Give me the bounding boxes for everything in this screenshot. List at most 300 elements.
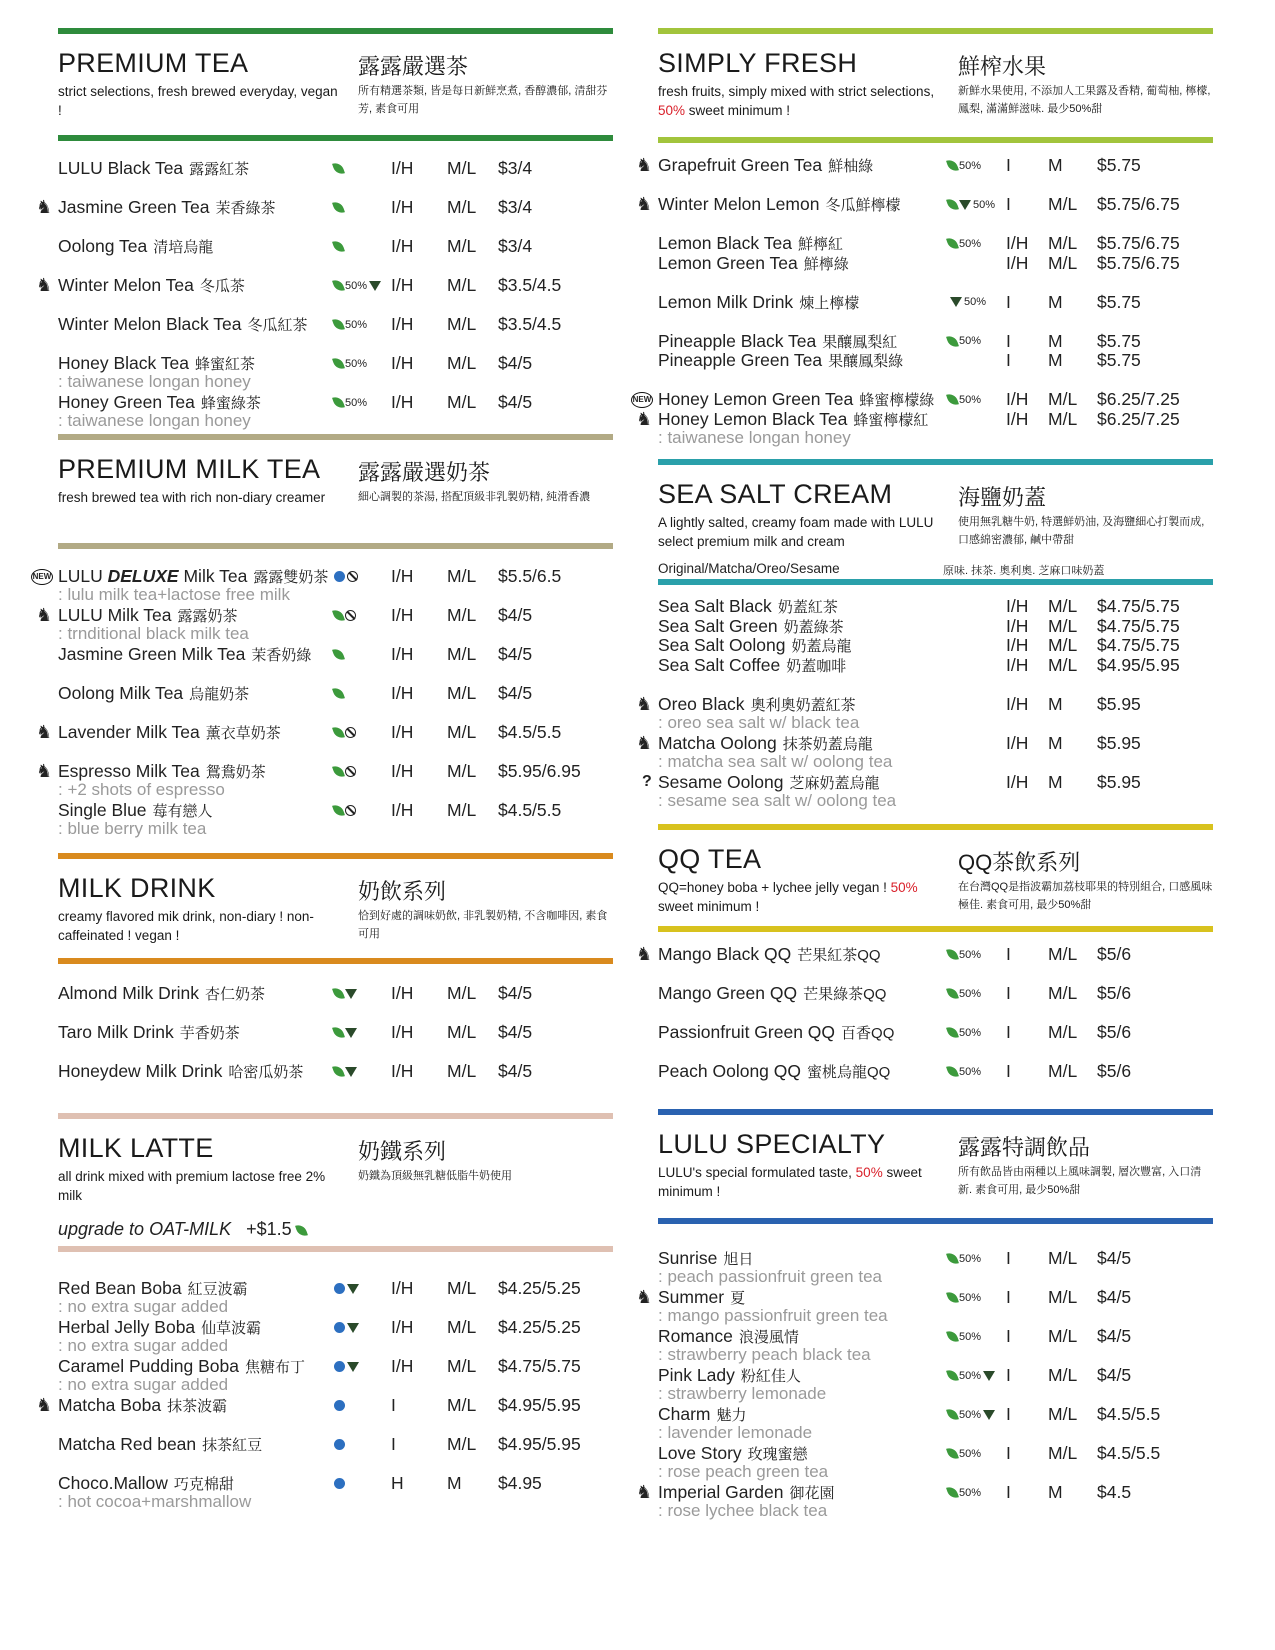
menu-item[interactable] (58, 683, 613, 705)
item-icons (948, 236, 981, 250)
item-size: M (1048, 291, 1063, 312)
section-top-bar (58, 434, 613, 440)
flavor-options: Original/Matcha/Oreo/Sesame (658, 561, 840, 576)
item-name: Lemon Milk Drink 煉上檸檬 (658, 291, 860, 312)
section-bottom-bar (58, 1246, 613, 1252)
popular-figure-icon: ♞ (36, 605, 53, 625)
item-temp: I (1006, 1326, 1011, 1346)
item-icons (948, 334, 981, 348)
item-name: Pineapple Green Tea 果釀鳳梨綠 (658, 350, 904, 370)
item-price: $5.75 (1097, 291, 1141, 312)
section-title: SEA SALT CREAM (658, 479, 893, 509)
leaf-icon (332, 161, 345, 176)
section-description-zh: 所有精選茶類, 皆是每日新鮮烹煮, 香醇濃郁, 清甜芬芳, 素食可用 (358, 85, 608, 115)
item-icons (334, 647, 343, 661)
item-icons (948, 1251, 981, 1265)
item-icons (334, 395, 367, 409)
section-description: fresh brewed tea with rich non-diary creamer (58, 490, 326, 505)
item-temp: I/H (1006, 389, 1029, 409)
leaf-icon (946, 986, 959, 1001)
section-title: LULU SPECIALTY (658, 1129, 886, 1159)
menu-item[interactable] (36, 722, 613, 744)
menu-item[interactable] (636, 944, 1213, 966)
item-size: M/L (447, 1434, 477, 1454)
item-temp: I (1006, 1404, 1011, 1424)
item-price: $4.95 (498, 1473, 542, 1493)
item-price: $4.25/5.25 (498, 1317, 581, 1337)
item-price: $5.95 (1097, 732, 1141, 753)
sweet-percent: 50% (973, 198, 996, 211)
item-size: M/L (447, 314, 477, 334)
sweet-percent: 50% (345, 279, 368, 292)
leaf-icon (295, 1223, 308, 1238)
menu-item[interactable] (36, 275, 613, 297)
section-title: PREMIUM TEA (58, 48, 249, 78)
item-price: $4.95/5.95 (1097, 654, 1180, 675)
sweet-percent: 50% (964, 296, 987, 309)
section-bottom-bar (658, 137, 1213, 143)
item-temp: I/H (391, 392, 414, 412)
triangle-icon (347, 1323, 359, 1333)
item-temp: I (391, 1434, 396, 1454)
item-name: Peach Oolong QQ 蜜桃烏龍QQ (658, 1061, 891, 1081)
menu-item[interactable] (36, 197, 613, 219)
item-temp: I/H (391, 275, 414, 295)
menu-item[interactable] (58, 1022, 613, 1044)
sweet-percent: 50% (959, 1330, 982, 1343)
item-name: Jasmine Green Tea 茉香綠茶 (58, 197, 276, 217)
leaf-icon (332, 803, 345, 818)
leaf-icon (332, 608, 345, 623)
item-price: $4/5 (498, 1061, 533, 1081)
item-name: Espresso Milk Tea 鴛鴦奶茶 (58, 761, 266, 781)
item-note: : taiwanese longan honey (58, 372, 251, 391)
item-temp: I/H (391, 353, 414, 373)
item-temp: I/H (1006, 693, 1029, 714)
section-bottom-bar (58, 543, 613, 549)
section-top-bar (58, 853, 613, 859)
leaf-icon (946, 1368, 959, 1383)
item-size: M/L (447, 683, 477, 703)
item-icons (334, 986, 357, 1000)
triangle-icon (345, 1028, 357, 1038)
sweet-percent: 50% (345, 357, 368, 370)
item-temp: I/H (1006, 408, 1029, 429)
item-icons (334, 725, 356, 739)
triangle-icon (950, 297, 962, 307)
triangle-icon (345, 1067, 357, 1077)
item-price: $5/6 (1097, 944, 1132, 964)
section-title: MILK LATTE (58, 1133, 214, 1163)
menu-item[interactable] (658, 292, 1213, 314)
item-icons (948, 1485, 981, 1499)
item-size: M (1048, 771, 1063, 792)
item-price: $5.75 (1097, 155, 1141, 175)
item-name: Honey Lemon Green Tea 蜂蜜檸檬綠 (658, 389, 935, 409)
popular-figure-icon: ♞ (636, 408, 653, 429)
item-temp: I/H (1006, 615, 1029, 636)
sweet-percent: 50% (959, 393, 982, 406)
popular-figure-icon: ♞ (636, 1482, 653, 1502)
menu-item[interactable] (58, 314, 613, 336)
item-size: M/L (1048, 983, 1078, 1003)
item-size: M/L (1048, 389, 1078, 409)
item-name: Caramel Pudding Boba 焦糖布丁 (58, 1356, 305, 1376)
item-size: M/L (447, 1356, 477, 1376)
triangle-icon (369, 281, 381, 291)
sweet-percent: 50% (959, 1065, 982, 1078)
popular-figure-icon: ♞ (636, 1287, 653, 1307)
section-title-zh: 露露嚴選奶茶 (358, 460, 491, 485)
section-top-bar (58, 28, 613, 34)
item-price: $5/6 (1097, 983, 1132, 1003)
item-note: : rose peach green tea (658, 1462, 829, 1481)
menu-item[interactable] (58, 158, 613, 180)
item-temp: I (1006, 1248, 1011, 1268)
item-icons (948, 295, 986, 309)
item-size: M/L (447, 644, 477, 664)
popular-figure-icon: ♞ (636, 155, 653, 175)
item-name: Sea Salt Oolong 奶蓋烏龍 (658, 635, 852, 655)
item-price: $4/5 (498, 983, 533, 1003)
item-icons (334, 1281, 359, 1295)
item-size: M/L (1048, 194, 1078, 214)
menu-item[interactable] (658, 1061, 1213, 1083)
item-size: M/L (447, 1395, 477, 1415)
item-name: Oolong Tea 清培烏龍 (58, 236, 214, 256)
item-name: Passionfruit Green QQ 百香QQ (658, 1022, 895, 1042)
leaf-icon (332, 356, 345, 371)
item-temp: I/H (391, 722, 414, 742)
menu-item[interactable] (36, 1395, 613, 1417)
flavor-options-zh: 原味. 抹茶. 奧利奧. 芝麻口味奶蓋 (943, 565, 1105, 577)
item-size: M/L (447, 236, 477, 256)
menu-item[interactable] (636, 194, 1213, 216)
item-price: $5.75/6.75 (1097, 233, 1180, 253)
leaf-icon (946, 197, 959, 212)
item-temp: I (1006, 1482, 1011, 1502)
item-note: : sesame sea salt w/ oolong tea (658, 790, 897, 810)
item-icons (948, 947, 981, 961)
item-note: : rose lychee black tea (658, 1501, 828, 1520)
section-description: LULU's special formulated taste, 50% sweet minimum ! (658, 1165, 922, 1199)
item-name: Lemon Green Tea 鮮檸綠 (658, 252, 849, 273)
leaf-icon (946, 1251, 959, 1266)
item-price: $4/5 (498, 644, 533, 664)
leaf-icon (332, 986, 345, 1001)
item-note: : strawberry peach black tea (658, 1345, 871, 1364)
leaf-icon (946, 1446, 959, 1461)
sweet-percent: 50% (959, 335, 982, 348)
item-name: Winter Melon Black Tea 冬瓜紅茶 (58, 314, 308, 334)
item-icons (948, 158, 981, 172)
item-size: M/L (1048, 1022, 1078, 1042)
item-note: : lulu milk tea+lactose free milk (58, 585, 290, 604)
item-name: Honey Green Tea 蜂蜜綠茶 (58, 392, 261, 412)
section-title-zh: 奶鐵系列 (358, 1139, 447, 1164)
item-temp: I/H (391, 1317, 414, 1337)
section-description-zh: 恰到好處的調味奶飲, 非乳製奶精, 不含咖啡因, 素食可用 (358, 910, 608, 940)
item-price: $5.95 (1097, 771, 1141, 792)
item-icons (948, 1329, 981, 1343)
item-name: Honeydew Milk Drink 哈密瓜奶茶 (58, 1061, 304, 1081)
item-note: : +2 shots of espresso (58, 780, 225, 799)
item-note: : no extra sugar added (58, 1297, 229, 1316)
section-bottom-bar (658, 926, 1213, 932)
sweet-percent: 50% (959, 1408, 982, 1421)
item-size: M/L (1048, 1443, 1078, 1463)
leaf-icon (946, 236, 959, 251)
leaf-icon (332, 317, 345, 332)
item-price: $4/5 (1097, 1365, 1132, 1385)
item-temp: I (1006, 291, 1011, 312)
item-name: Mango Black QQ 芒果紅茶QQ (658, 944, 881, 964)
item-temp: I/H (391, 983, 414, 1003)
item-note: : no extra sugar added (58, 1375, 229, 1394)
section-top-bar (658, 459, 1213, 465)
item-icons (334, 1437, 345, 1451)
item-note: : blue berry milk tea (58, 819, 207, 838)
menu-item[interactable] (658, 983, 1213, 1005)
item-name: Pink Lady 粉紅佳人 (658, 1365, 801, 1385)
item-temp: I/H (391, 1022, 414, 1042)
item-size: M/L (447, 800, 477, 820)
section-description-zh: 在台灣QQ是指波霸加荔枝耶果的特別組合, 口感風味極佳. 素食可用, 最少50%甜 (958, 881, 1213, 911)
dot-icon (334, 1361, 345, 1372)
item-note: : hot cocoa+marshmallow (58, 1492, 252, 1511)
item-price: $4.5 (1097, 1482, 1132, 1502)
section-premium_tea (36, 28, 613, 430)
section-description-zh: 新鮮水果使用, 不添加人工果露及香精, 葡萄柚, 檸檬, 鳳梨, 滿滿鮮滋味. 最少50%甜 (958, 85, 1211, 115)
menu-item[interactable] (58, 1434, 613, 1456)
item-size: M/L (447, 605, 477, 625)
triangle-icon (345, 989, 357, 999)
item-temp: I/H (1006, 596, 1029, 616)
item-temp: I/H (391, 236, 414, 256)
item-name: Choco.Mallow 巧克棉甜 (58, 1473, 234, 1493)
item-icons (334, 278, 381, 292)
leaf-icon (946, 1290, 959, 1305)
item-price: $5.5/6.5 (498, 566, 562, 586)
item-temp: I/H (391, 566, 414, 586)
leaf-icon (332, 1064, 345, 1079)
item-temp: I/H (391, 1278, 414, 1298)
item-icons (948, 1368, 995, 1382)
section-title-zh: 奶飲系列 (358, 879, 447, 904)
item-size: M (447, 1473, 462, 1493)
section-title: MILK DRINK (58, 873, 216, 903)
item-size: M/L (1048, 944, 1078, 964)
item-name: Summer 夏 (658, 1287, 746, 1307)
menu-item[interactable] (658, 655, 1213, 677)
item-temp: I (1006, 1287, 1011, 1307)
popular-figure-icon: ♞ (636, 944, 653, 964)
item-icons (334, 317, 367, 331)
item-temp: I (391, 1395, 396, 1415)
item-temp: I/H (391, 683, 414, 703)
section-top-bar (658, 824, 1213, 830)
item-name: Grapefruit Green Tea 鮮柚綠 (658, 155, 874, 175)
item-name: Matcha Oolong 抹茶奶蓋烏龍 (658, 732, 873, 753)
item-temp: I (1006, 983, 1011, 1003)
popular-figure-icon: ♞ (36, 275, 53, 295)
sweet-percent: 50% (959, 237, 982, 250)
item-size: M/L (447, 1022, 477, 1042)
item-name: Imperial Garden 御花園 (658, 1482, 835, 1502)
item-name: Romance 浪漫風情 (658, 1326, 799, 1346)
item-icons (948, 1025, 981, 1039)
leaf-icon (332, 395, 345, 410)
item-size: M/L (1048, 1061, 1078, 1081)
menu-item[interactable] (58, 236, 613, 258)
item-size: M/L (1048, 252, 1078, 273)
menu-item[interactable] (658, 350, 1213, 372)
menu-item[interactable] (58, 644, 613, 666)
section-title: QQ TEA (658, 844, 762, 874)
item-price: $4/5 (1097, 1287, 1132, 1307)
item-price: $5/6 (1097, 1061, 1132, 1081)
section-top-bar (658, 28, 1213, 34)
menu-item[interactable] (58, 983, 613, 1005)
leaf-icon (946, 1329, 959, 1344)
item-size: M/L (1048, 1248, 1078, 1268)
section-title-zh: 海鹽奶蓋 (958, 485, 1047, 510)
item-icons (334, 1476, 345, 1490)
item-icons (948, 1407, 995, 1421)
item-price: $4/5 (498, 353, 533, 373)
item-size: M/L (447, 275, 477, 295)
item-price: $4/5 (1097, 1326, 1132, 1346)
sweet-percent: 50% (959, 1252, 982, 1265)
item-size: M/L (447, 722, 477, 742)
section-title-zh: 露露特調飲品 (958, 1135, 1091, 1160)
new-badge-icon: NEW (631, 392, 653, 408)
item-icons (334, 686, 343, 700)
item-name: Matcha Red bean 抹茶紅豆 (58, 1434, 263, 1454)
new-badge-icon: NEW (31, 569, 53, 585)
item-size: M/L (1048, 1287, 1078, 1307)
item-icons (334, 1359, 359, 1373)
item-name: Love Story 玫瑰蜜戀 (658, 1443, 808, 1463)
menu-item[interactable] (58, 1061, 613, 1083)
item-temp: I/H (391, 197, 414, 217)
item-name: Oreo Black 奧利奧奶蓋紅茶 (658, 693, 856, 714)
item-icons (334, 569, 358, 583)
triangle-icon (347, 1284, 359, 1294)
section-description-zh: 使用無乳糖牛奶, 特選鮮奶油, 及海鹽細心打製而成, 口感綿密濃郁, 鹹中帶甜 (958, 516, 1205, 546)
section-top-bar (658, 1109, 1213, 1115)
popular-figure-icon: ♞ (36, 722, 53, 742)
section-bottom-bar (58, 958, 613, 964)
item-price: $6.25/7.25 (1097, 408, 1180, 429)
item-name: Sesame Oolong 芝麻奶蓋烏龍 (658, 771, 880, 792)
leaf-icon (946, 947, 959, 962)
popular-figure-icon: ♞ (636, 693, 653, 714)
item-size: M/L (447, 1061, 477, 1081)
item-name: Mango Green QQ 芒果綠茶QQ (658, 983, 887, 1003)
dot-icon (334, 1478, 345, 1489)
item-note: : no extra sugar added (58, 1336, 229, 1355)
item-temp: I/H (391, 605, 414, 625)
item-name: Sea Salt Black 奶蓋紅茶 (658, 596, 838, 616)
item-note: : oreo sea salt w/ black tea (658, 712, 860, 732)
dot-icon (334, 1283, 345, 1294)
item-note: : peach passionfruit green tea (658, 1267, 882, 1286)
section-bottom-bar (658, 1218, 1213, 1224)
leaf-icon (332, 239, 345, 254)
menu-item[interactable] (658, 1022, 1213, 1044)
item-icons (334, 200, 343, 214)
item-price: $3/4 (498, 236, 533, 256)
sweet-percent: 50% (345, 396, 368, 409)
item-size: M/L (447, 566, 477, 586)
item-price: $4.25/5.25 (498, 1278, 581, 1298)
sweet-percent: 50% (959, 1447, 982, 1460)
section-specialty (636, 1109, 1213, 1520)
item-name: LULU Black Tea 露露紅茶 (58, 158, 250, 178)
item-note: : lavender lemonade (658, 1423, 813, 1442)
section-description: creamy flavored mik drink, non-diary ! non-caffeinated ! vegan ! (58, 909, 314, 943)
item-size: M/L (447, 761, 477, 781)
item-temp: I/H (391, 158, 414, 178)
item-icons (334, 1025, 357, 1039)
menu-item[interactable] (658, 253, 1213, 275)
item-temp: I/H (1006, 732, 1029, 753)
item-temp: I/H (1006, 635, 1029, 655)
section-description: QQ=honey boba + lychee jelly vegan ! 50% sweet minimum ! (658, 880, 918, 914)
item-name: Sea Salt Coffee 奶蓋咖啡 (658, 654, 847, 675)
item-price: $5.95/6.95 (498, 761, 581, 781)
leaf-icon (946, 158, 959, 173)
leaf-icon (946, 1407, 959, 1422)
popular-figure-icon: ♞ (36, 197, 53, 217)
question-icon: ? (642, 772, 652, 790)
section-title-zh: 鮮榨水果 (958, 54, 1047, 79)
no-caffeine-icon (345, 727, 356, 738)
triangle-icon (983, 1371, 995, 1381)
popular-figure-icon: ♞ (36, 761, 53, 781)
triangle-icon (959, 200, 971, 210)
item-name: Herbal Jelly Boba 仙草波霸 (58, 1317, 262, 1337)
item-icons (334, 356, 367, 370)
item-name: Charm 魅力 (658, 1404, 747, 1424)
item-icons (948, 1064, 981, 1078)
triangle-icon (347, 1362, 359, 1372)
item-note: : matcha sea salt w/ oolong tea (658, 751, 893, 771)
triangle-icon (983, 1410, 995, 1420)
item-size: M/L (1048, 408, 1078, 429)
item-size: M (1048, 732, 1063, 753)
leaf-icon (332, 686, 345, 701)
menu-item[interactable] (636, 155, 1213, 177)
sweet-percent: 50% (959, 1291, 982, 1304)
item-size: M/L (447, 197, 477, 217)
section-premium_milk_tea (32, 434, 613, 838)
item-temp: H (391, 1473, 404, 1493)
section-bottom-bar (58, 135, 613, 141)
item-note: : strawberry lemonade (658, 1384, 827, 1403)
item-icons (334, 608, 356, 622)
item-temp: I/H (1006, 654, 1029, 675)
section-description-zh: 奶鐵為頂級無乳糖低脂牛奶使用 (358, 1170, 512, 1182)
dot-icon (334, 1439, 345, 1450)
sweet-percent: 50% (959, 948, 982, 961)
item-temp: I (1006, 194, 1011, 214)
leaf-icon (946, 1025, 959, 1040)
leaf-icon (332, 1025, 345, 1040)
item-name: Winter Melon Lemon 冬瓜鮮檸檬 (658, 194, 901, 214)
leaf-icon (332, 647, 345, 662)
